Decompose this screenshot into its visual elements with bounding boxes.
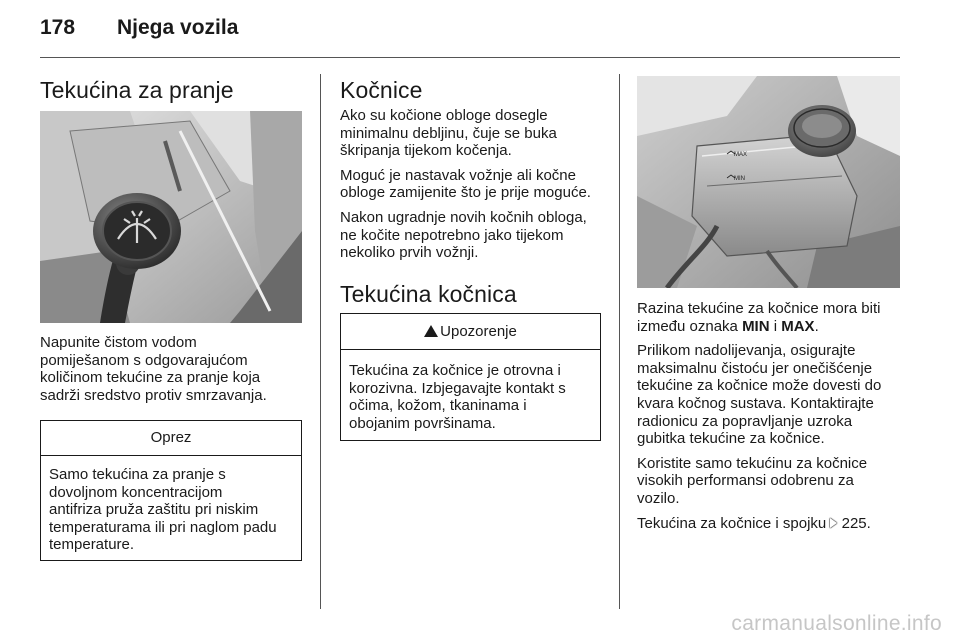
caution-line: Samo tekućina za pranje s bbox=[49, 466, 226, 483]
body-line: Prilikom nadolijevanja, osigurajte bbox=[637, 342, 856, 360]
min-label: MIN bbox=[742, 317, 770, 335]
body-line: maksimalnu čistoću jer onečišćenje bbox=[637, 359, 873, 377]
body-line: gubitka tekućine za kočnice. bbox=[637, 430, 825, 448]
warning-line: obojanim površinama. bbox=[349, 414, 496, 432]
washer-fluid-reservoir-photo bbox=[40, 111, 302, 323]
warning-box bbox=[340, 313, 601, 441]
body-line: Ako su kočione obloge dosegle bbox=[340, 107, 548, 124]
brake-fluid-reservoir-photo bbox=[637, 76, 900, 288]
page-reference-link[interactable] bbox=[830, 515, 870, 532]
body-line: minimalnu debljinu, čuje se buka bbox=[340, 124, 557, 142]
section-heading-brake-fluid: Tekućina kočnica bbox=[340, 281, 517, 307]
section-heading-washer-fluid: Tekućina za pranje bbox=[40, 77, 234, 103]
caution-title: Oprez bbox=[41, 421, 301, 456]
caution-line: temperature. bbox=[49, 536, 135, 554]
page-reference-number: 225. bbox=[837, 514, 871, 532]
header-rule bbox=[40, 57, 900, 58]
warning-line: korozivna. Izbjegavajte kontakt s bbox=[349, 379, 566, 397]
warning-line: očima, kožom, tkaninama i bbox=[349, 397, 527, 415]
caution-box bbox=[40, 420, 302, 561]
body-line: sadrži sredstvo protiv smrzavanja. bbox=[40, 386, 267, 404]
caution-line: antifriza pruža zaštitu pri niskim bbox=[49, 501, 259, 519]
warning-line: Tekućina za kočnice je otrovna i bbox=[349, 362, 561, 379]
body-line: Moguć je nastavak vožnje ali kočne bbox=[340, 166, 576, 184]
section-heading-brakes: Kočnice bbox=[340, 77, 423, 103]
brake-fluid-text bbox=[637, 300, 912, 532]
caution-line: temperaturama ili pri naglom padu bbox=[49, 518, 277, 536]
running-title: Njega vozila bbox=[117, 16, 239, 39]
body-line: visokih performansi odobrenu za bbox=[637, 472, 854, 490]
body-line bbox=[637, 318, 912, 336]
body-line: količinom tekućine za pranje koja bbox=[40, 369, 261, 387]
warning-header bbox=[341, 314, 600, 350]
body-line: Napunite čistom vodom bbox=[40, 334, 197, 351]
warning-icon bbox=[424, 325, 438, 337]
text-span: i bbox=[769, 317, 782, 335]
body-line: nekoliko prvih vožnji. bbox=[340, 244, 479, 262]
min-mark-label: MIN bbox=[734, 176, 745, 182]
max-mark-label: MAX bbox=[734, 152, 748, 158]
body-line: ne kočite nepotrebno jako tijekom bbox=[340, 226, 564, 244]
body-line: škripanja tijekom kočenja. bbox=[340, 142, 512, 160]
text-span: . bbox=[814, 317, 819, 335]
body-line bbox=[637, 515, 912, 533]
warning-title: Upozorenje bbox=[440, 323, 517, 340]
caution-line: dovoljnom koncentracijom bbox=[49, 483, 223, 501]
body-line: obloge zamijenite što je prije moguće. bbox=[340, 184, 591, 202]
column-divider-2 bbox=[619, 74, 620, 609]
body-line: Nakon ugradnje novih kočnih obloga, bbox=[340, 208, 587, 226]
washer-fluid-text bbox=[40, 334, 310, 404]
column-divider-1 bbox=[320, 74, 321, 609]
max-label: MAX bbox=[781, 317, 815, 335]
brakes-text bbox=[340, 107, 610, 262]
text-span: Tekućina za kočnice i spojku bbox=[637, 514, 831, 532]
body-line: radionicu za popravljanje uzroka bbox=[637, 412, 853, 430]
body-line: kvara kočnog sustava. Kontaktirajte bbox=[637, 394, 874, 412]
body-line: Koristite samo tekućinu za kočnice bbox=[637, 454, 868, 472]
reference-arrow-icon bbox=[830, 518, 837, 528]
body-line: pomiješanom s odgovarajućom bbox=[40, 351, 248, 369]
body-line: tekućine za kočnice može dovesti do bbox=[637, 377, 882, 395]
body-line: Razina tekućine za kočnice mora biti bbox=[637, 300, 881, 317]
warning-body bbox=[341, 350, 600, 444]
text-span: između oznaka bbox=[637, 317, 743, 335]
caution-body bbox=[41, 456, 301, 564]
page-number: 178 bbox=[40, 16, 76, 39]
watermark: carmanualsonline.info bbox=[731, 612, 942, 635]
body-line: vozilo. bbox=[637, 489, 680, 507]
